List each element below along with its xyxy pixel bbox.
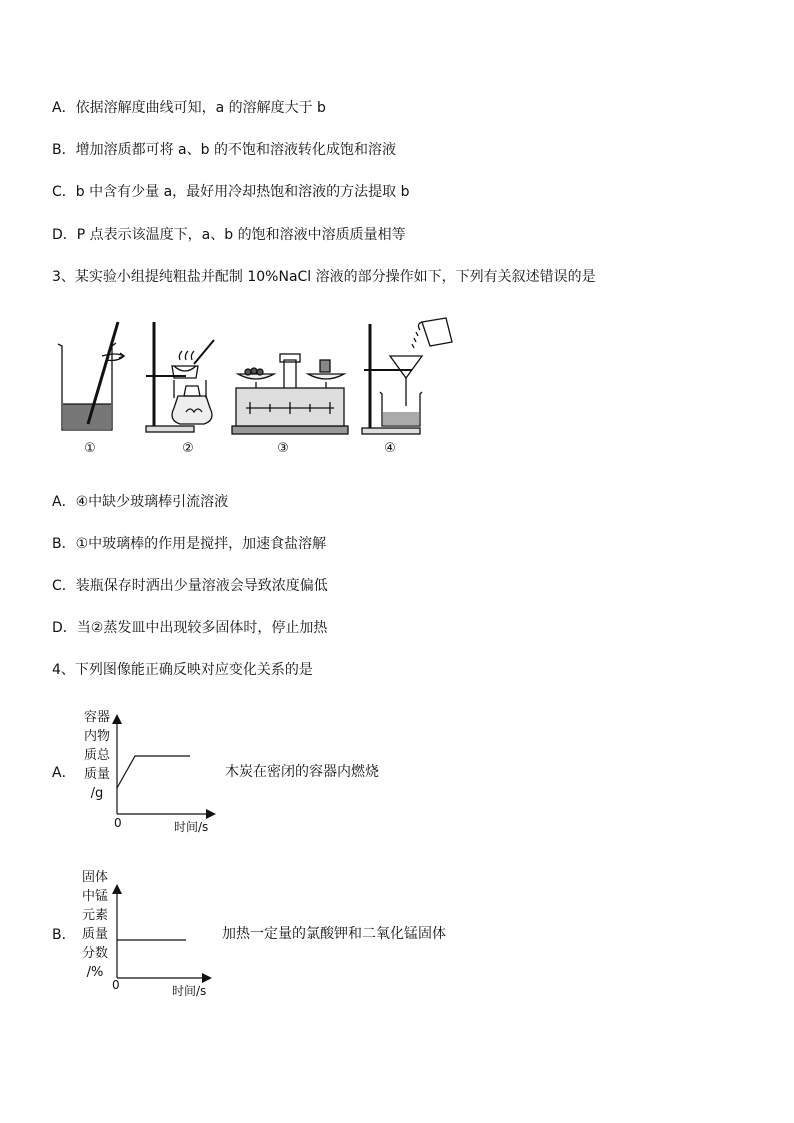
q3-option-d-text: 当②蒸发皿中出现较多固体时，停止加热 (76, 620, 328, 636)
graph-b-ylabel-line: /% (86, 965, 104, 980)
graph-a-x-arrow (206, 809, 216, 819)
q2-option-c (52, 183, 409, 201)
q3-option-c (52, 577, 328, 595)
graph-b-plot (110, 880, 216, 984)
graph-b-ylabel-line: 固体 (81, 870, 108, 885)
graph-b-ylabel (78, 868, 112, 982)
q3-option-c-text: 装瓶保存时洒出少量溶液会导致浓度偏低 (75, 578, 328, 594)
q2-option-c-letter: C． (52, 184, 76, 200)
figure-label-1: ① (84, 441, 96, 456)
graph-a-ylabel-line: 质量 (83, 767, 110, 782)
graph-a-xlabel: 时间/s (174, 820, 209, 834)
graph-b-ylabel-line: 质量 (81, 927, 108, 942)
q3-option-b-text: ①中玻璃棒的作用是搅拌，加速食盐溶解 (75, 536, 327, 552)
figure-label-2: ② (182, 441, 194, 456)
figure-label-4: ④ (384, 441, 396, 456)
q3-option-a-text: ④中缺少玻璃棒引流溶液 (75, 494, 229, 510)
q3-option-d (52, 619, 327, 637)
graph-a-caption: 木炭在密闭的容器内燃烧 (225, 764, 379, 780)
graph-b-y-arrow (112, 884, 122, 894)
q4-option-b-letter: B． (52, 927, 76, 943)
q2-option-b-text: 增加溶质都可将 a、b 的不饱和溶液转化成饱和溶液 (75, 142, 396, 158)
graph-b-xlabel: 时间/s (172, 984, 207, 998)
graph-b-ylabel-line: 元素 (81, 908, 108, 923)
balance-illustration (232, 354, 348, 434)
graph-a-curve (117, 756, 190, 788)
graph-a-ylabel-line: 质总 (83, 748, 110, 763)
q3-option-a (52, 493, 228, 511)
q3-option-b (52, 535, 326, 553)
graph-a-plot (110, 710, 220, 820)
q3-stem: 3、某实验小组提纯粗盐并配制 10%NaCl 溶液的部分操作如下，下列有关叙述错误的是 (52, 269, 596, 285)
q4-stem: 4、下列图像能正确反映对应变化关系的是 (52, 662, 313, 678)
graph-a-y-arrow (112, 714, 122, 724)
graph-a-ylabel-line: 容器 (83, 710, 110, 725)
q2-option-d-letter: D． (52, 227, 77, 243)
graph-a-origin: 0 (114, 816, 122, 830)
figure-label-3: ③ (277, 441, 289, 456)
q2-option-b (52, 141, 396, 159)
graph-a-ylabel-line: /g (90, 786, 104, 801)
q3-option-c-letter: C． (52, 578, 76, 594)
lab-apparatus-figure (50, 316, 460, 461)
graph-b-ylabel-line: 分数 (81, 946, 108, 961)
q2-option-c-text: b 中含有少量 a，最好用冷却热饱和溶液的方法提取 b (75, 184, 410, 200)
graph-a-ylabel (80, 708, 114, 803)
q2-option-d-text: P 点表示该温度下，a、b 的饱和溶液中溶质质量相等 (76, 227, 406, 243)
filtration-illustration (362, 318, 452, 434)
q2-option-a-letter: A． (52, 100, 76, 116)
graph-a-ylabel-line: 内物 (83, 729, 110, 744)
beaker-stirring-illustration (58, 322, 124, 430)
q3-option-d-letter: D． (52, 620, 77, 636)
evaporation-illustration (146, 322, 214, 432)
graph-b-ylabel-line: 中锰 (81, 889, 108, 904)
graph-b-x-arrow (202, 973, 212, 983)
graph-b-origin: 0 (112, 978, 120, 992)
q3-option-b-letter: B． (52, 536, 76, 552)
q2-option-a (52, 99, 326, 117)
graph-b-caption: 加热一定量的氯酸钾和二氧化锰固体 (222, 926, 446, 942)
q4-option-a-letter: A． (52, 765, 76, 781)
q2-option-b-letter: B． (52, 142, 76, 158)
q2-option-a-text: 依据溶解度曲线可知，a 的溶解度大于 b (75, 100, 326, 116)
q3-option-a-letter: A． (52, 494, 76, 510)
q2-option-d (52, 226, 406, 244)
